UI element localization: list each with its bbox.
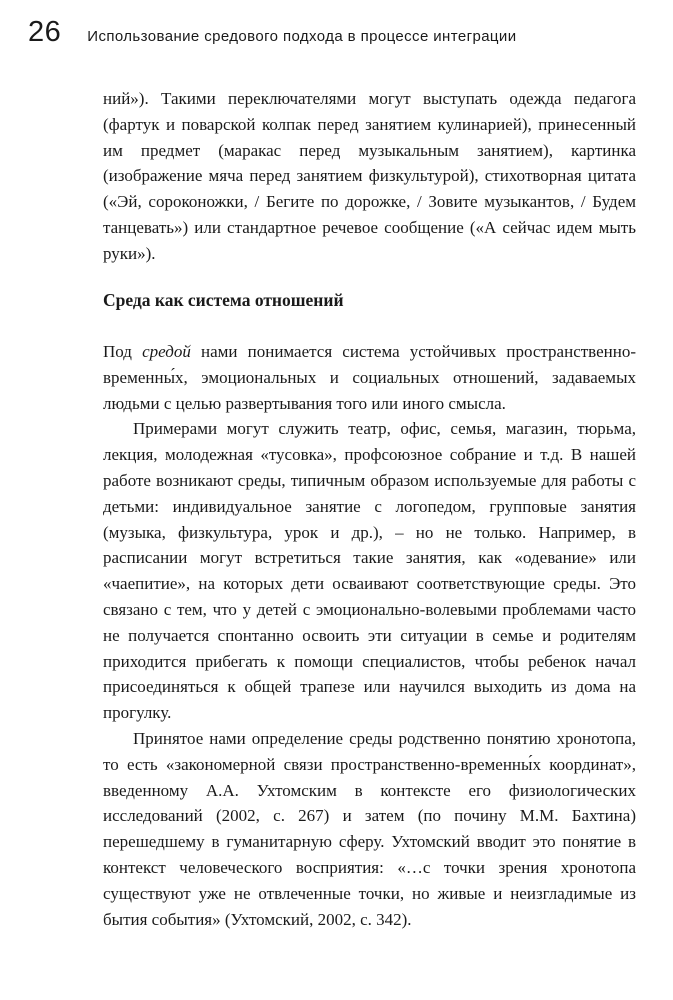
section-body (103, 339, 636, 932)
chronotope-paragraph: Принятое нами определение среды родственно понятию хронотопа, то есть «закономерной связи пространственно-временны́х координат», введенному А.А. Ухтомским в контексте его физиологических исследований (2002, с. 267) и затем (по почину М.М. Бахтина) перешедшему в гуманитарную сферу. Ухтомский вводит это понятие в контекст человеческого восприятия: «…с точки зрения хронотопа существуют уже не отвлеченные точки, но живые и неизгладимые из бытия события» (Ухтомский, 2002, с. 342). (103, 728, 636, 929)
definition-paragraph (103, 339, 636, 416)
page-header (28, 18, 653, 47)
definition-term: средой (142, 342, 191, 361)
definition-after: нами понимается система устойчивых пространственно-временны́х, эмоциональных и социальных отношений, задаваемых людьми с целью развертывания того или иного смысла. (103, 342, 636, 413)
page-number: 26 (28, 16, 62, 48)
section-heading: Среда как система отношений (103, 290, 344, 310)
intro-block (103, 86, 636, 267)
definition-before: Под (103, 342, 143, 361)
examples-paragraph: Примерами могут служить театр, офис, семья, магазин, тюрьма, лекция, молодежная «тусовка», профсоюзное собрание и т.д. В нашей работе возникают среды, типичным образом используемые для работы с детьми: индивидуальное занятие с логопедом, групповые занятия (музыка, физкультура, урок и др.), – но не только. Например, в расписании могут встретиться такие занятия, как «одевание» или «чаепитие», на которых дети осваивают соответствующие среды. Это связано с тем, что у детей с эмоционально-волевыми проблемами часто не получается спонтанно освоить эти ситуации в семье и родителям приходится прибегать к помощи специалистов, чтобы ребенок начал присоединяться к общей трапезе или научился выходить из дома на прогулку. (103, 419, 636, 723)
running-title: Использование средового подхода в процессе интеграции (87, 28, 517, 45)
intro-paragraph: ний»). Такими переключателями могут выступать одежда педагога (фартук и поварской колпак перед занятием кулинарией), принесенный им предмет (маракас перед музыкальным занятием), картинка (изображение мяча перед занятием физкультурой), стихотворная цитата («Эй, сороконожки, / Бегите по дорожке, / Зовите музыкантов, / Будем танцевать») или стандартное речевое сообщение («А сейчас идем мыть руки»). (103, 89, 636, 263)
